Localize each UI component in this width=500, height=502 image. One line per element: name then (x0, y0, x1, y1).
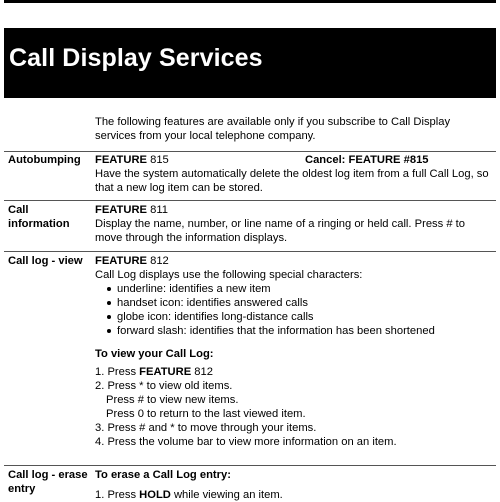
feature-code-line (95, 254, 493, 268)
cancel-label: Cancel: FEATURE (305, 154, 401, 166)
step-item: 4. Press the volume bar to view more information on an item. (95, 436, 397, 448)
step-item: Press # to view new items. (106, 394, 239, 406)
step-text: 1. Press (95, 366, 140, 378)
section-description: Have the system automatically delete the oldest log item from a full Call Log, so that a new log item can be stored. (95, 168, 489, 194)
section-description: Call Log displays use the following special characters: (95, 269, 363, 281)
section-divider (4, 151, 496, 152)
feature-keyword: FEATURE (95, 204, 147, 216)
intro-paragraph: The following features are available only if you subscribe to Call Display services from your local telephone company. (95, 116, 451, 142)
list-item: forward slash: identifies that the information has been shortened (105, 324, 493, 338)
cancel-number: #815 (400, 154, 429, 166)
section-autobumping (95, 153, 493, 195)
feature-keyword: FEATURE (95, 154, 147, 166)
top-rule (4, 0, 496, 3)
view-steps-list (95, 365, 493, 449)
feature-code: 812 (147, 255, 169, 267)
cancel-code (305, 153, 429, 167)
section-divider (4, 465, 496, 466)
section-call-log-view (95, 254, 493, 449)
feature-code: 815 (147, 154, 169, 166)
header-banner (4, 28, 496, 98)
section-label-call-information: Call information (8, 204, 70, 230)
page-title: Call Display Services (9, 44, 263, 72)
section-divider (4, 200, 496, 201)
section-label-autobumping: Autobumping (8, 154, 81, 166)
feature-code-line (95, 153, 493, 167)
step-item: 2. Press * to view old items. (95, 380, 233, 392)
subheading-erase-entry: To erase a Call Log entry: (95, 469, 231, 481)
feature-code-line (95, 203, 493, 217)
subheading-view-call-log: To view your Call Log: (95, 348, 214, 360)
step-text: 812 (191, 366, 213, 378)
step-item: 3. Press # and * to move through your items. (95, 422, 317, 434)
section-description: Display the name, number, or line name of a ringing or held call. Press # to move through the information displays. (95, 218, 466, 244)
key-name: HOLD (139, 489, 171, 501)
list-item: globe icon: identifies long-distance calls (105, 310, 493, 324)
list-item: underline: identifies a new item (105, 282, 493, 296)
step-item (95, 365, 493, 379)
feature-code: 811 (147, 204, 168, 216)
section-call-information (95, 203, 493, 245)
section-label-call-log-erase: Call log - erase entry (8, 469, 88, 495)
section-call-log-erase (95, 468, 493, 502)
step-text: 1. Press (95, 489, 140, 501)
list-item: handset icon: identifies answered calls (105, 296, 493, 310)
key-name: FEATURE (139, 366, 192, 378)
step-item: Press 0 to return to the last viewed item. (106, 408, 306, 420)
section-label-call-log-view: Call log - view (8, 255, 83, 267)
feature-keyword: FEATURE (95, 255, 147, 267)
step-text: while viewing an item. (170, 489, 283, 501)
section-divider (4, 251, 496, 252)
special-characters-list (95, 282, 493, 338)
